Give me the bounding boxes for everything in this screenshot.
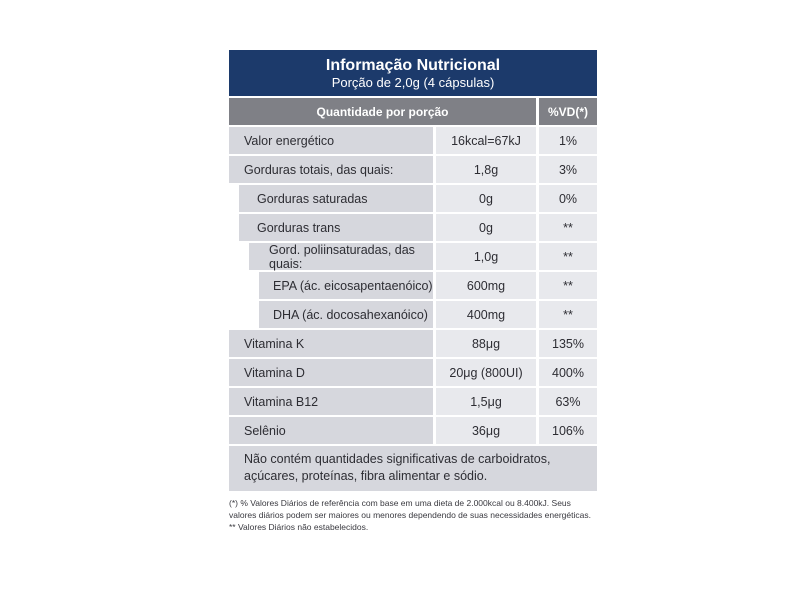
nutrient-vd: **: [539, 272, 597, 299]
table-row: [229, 272, 597, 299]
footnote-line: ** Valores Diários não estabelecidos.: [229, 522, 369, 532]
table-row: [229, 301, 597, 328]
nutrient-value: 0g: [436, 214, 536, 241]
nutrient-name: EPA (ác. eicosapentaenóico): [259, 272, 433, 299]
footnote-line: (*) % Valores Diários de referência com base em uma dieta de 2.000kcal ou 8.400kJ. Seus: [229, 498, 571, 508]
nutrient-value: 0g: [436, 185, 536, 212]
nutrient-vd: 106%: [539, 417, 597, 444]
nutrient-value: 36μg: [436, 417, 536, 444]
nutrient-name: Gorduras totais, das quais:: [229, 156, 433, 183]
table-row: [229, 359, 597, 386]
table-row: [229, 417, 597, 444]
nutrient-value: 88μg: [436, 330, 536, 357]
nutrient-vd: **: [539, 301, 597, 328]
table-row: [229, 388, 597, 415]
nutrient-name: Selênio: [229, 417, 433, 444]
nutrient-value: 1,5μg: [436, 388, 536, 415]
footnote-line: valores diários podem ser maiores ou menores dependendo de suas necessidades energéticas.: [229, 510, 591, 520]
nutrient-vd: 1%: [539, 127, 597, 154]
nutrient-vd: 63%: [539, 388, 597, 415]
nutrient-value: 20μg (800UI): [436, 359, 536, 386]
nutrient-value: 1,8g: [436, 156, 536, 183]
nutrient-vd: 135%: [539, 330, 597, 357]
nutrient-name: Vitamina K: [229, 330, 433, 357]
table-row: [229, 127, 597, 154]
column-header-quantity: Quantidade por porção: [229, 98, 536, 125]
nutrition-facts-table: [229, 50, 597, 491]
nutrient-value: 1,0g: [436, 243, 536, 270]
nutrient-value: 400mg: [436, 301, 536, 328]
nutrient-name: Valor energético: [229, 127, 433, 154]
nutrient-name: Gorduras saturadas: [239, 185, 433, 212]
nutrient-name: DHA (ác. docosahexanóico): [259, 301, 433, 328]
table-title: Informação Nutricional: [325, 57, 501, 74]
table-row: [229, 156, 597, 183]
column-header-vd: %VD(*): [539, 98, 597, 125]
nutrient-name: Vitamina B12: [229, 388, 433, 415]
nutrient-vd: 0%: [539, 185, 597, 212]
table-row: [229, 330, 597, 357]
nutrient-vd: **: [539, 243, 597, 270]
note-line: Não contém quantidades significativas de carboidratos,: [244, 452, 551, 466]
nutrient-vd: **: [539, 214, 597, 241]
column-header-row: [229, 98, 597, 125]
note-line: açúcares, proteínas, fibra alimentar e sódio.: [244, 469, 488, 483]
nutrient-name: Gorduras trans: [239, 214, 433, 241]
table-row: [229, 243, 597, 270]
serving-size: Porção de 2,0g (4 cápsulas): [331, 75, 495, 90]
table-row: [229, 185, 597, 212]
table-header: [229, 50, 597, 96]
table-row: [229, 214, 597, 241]
not-significant-note: [229, 446, 597, 491]
nutrient-name: Vitamina D: [229, 359, 433, 386]
nutrient-vd: 3%: [539, 156, 597, 183]
nutrient-value: 600mg: [436, 272, 536, 299]
footnote: [229, 497, 601, 533]
nutrient-vd: 400%: [539, 359, 597, 386]
nutrient-value: 16kcal=67kJ: [436, 127, 536, 154]
nutrient-name: Gord. poliinsaturadas, das quais:: [249, 243, 433, 270]
